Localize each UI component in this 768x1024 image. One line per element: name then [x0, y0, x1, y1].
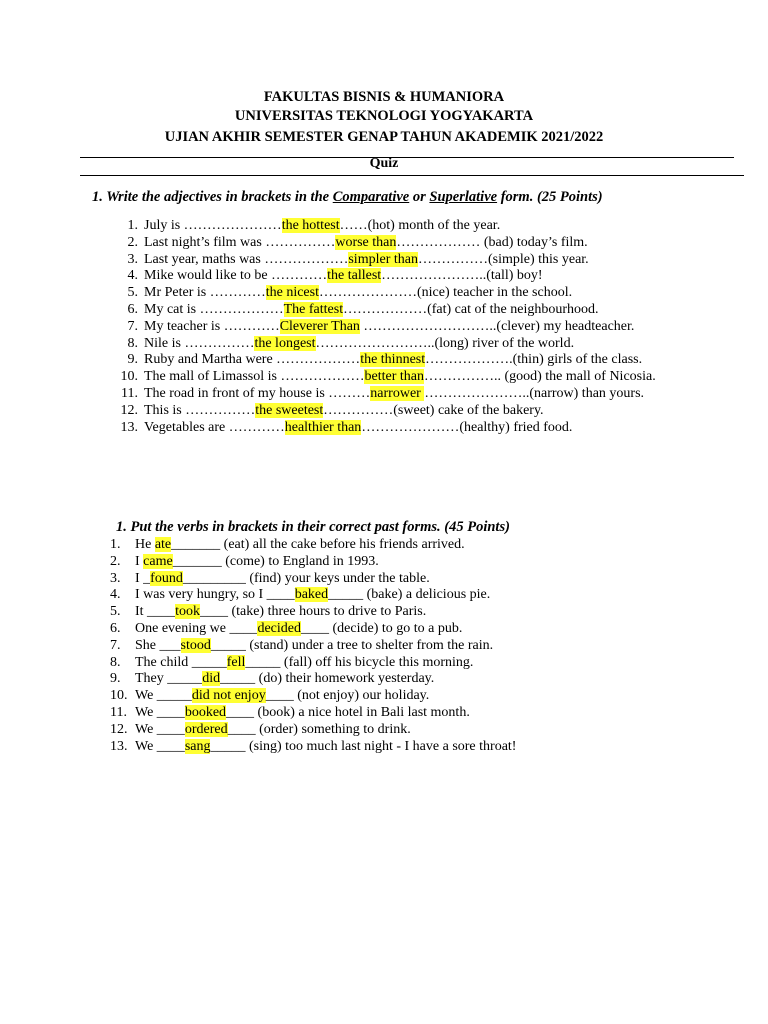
adjective-item	[116, 252, 656, 269]
adjective-item-text: The road in front of my house is ………	[144, 385, 371, 401]
verb-item	[110, 621, 670, 638]
adjective-item-number: 3.	[127, 251, 138, 267]
verb-item-text-after: ____ (book) a nice hotel in Bali last month.	[226, 704, 470, 720]
adjective-item-text: Mr Peter is …………	[144, 285, 266, 301]
adjective-answer: the tallest	[327, 268, 382, 284]
verb-item-number: 8.	[110, 654, 121, 670]
adjective-item-text-after: …………………(healthy) fried food.	[361, 419, 573, 435]
adjective-item-number: 6.	[127, 301, 138, 317]
verb-item-text-after: _____ (bake) a delicious pie.	[328, 587, 491, 603]
verb-item-number: 7.	[110, 637, 121, 653]
faculty-title: FAKULTAS BISNIS & HUMANIORA	[263, 89, 505, 105]
adjective-item-text-after: ……………(sweet) cake of the bakery.	[323, 402, 544, 418]
adjective-item-number: 7.	[127, 318, 138, 334]
exam-title: UJIAN AKHIR SEMESTER GENAP TAHUN AKADEMIK 2021/2022	[164, 129, 604, 145]
adjective-item-number: 4.	[127, 268, 138, 284]
adjective-item-text-after: ………………(fat) cat of the neighbourhood.	[343, 301, 599, 317]
verb-answer: decided	[257, 620, 301, 636]
adjective-item-text: Last night’s film was ……………	[144, 234, 336, 250]
adjective-item-text: My teacher is …………	[144, 318, 280, 334]
adjective-item	[116, 285, 656, 302]
adjective-answer: healthier than	[284, 419, 362, 435]
adjective-answer: the longest	[254, 335, 316, 351]
adjective-item	[116, 403, 656, 420]
adjective-item-text-after: ……………(simple) this year.	[417, 251, 589, 267]
adjective-item-text-after: ……(hot) month of the year.	[339, 218, 501, 233]
verb-item-number: 3.	[110, 570, 121, 586]
verb-item	[110, 671, 670, 688]
verb-item	[110, 571, 670, 588]
adjective-item-text: July is …………………	[144, 218, 282, 233]
adjective-item	[116, 268, 656, 285]
adjective-item-number: 2.	[127, 234, 138, 250]
verb-item	[110, 537, 670, 554]
verb-answer: ate	[154, 537, 172, 552]
verb-item	[110, 604, 670, 621]
verb-item-text-after: _____ (do) their homework yesterday.	[220, 671, 435, 687]
quiz-label: Quiz	[369, 156, 399, 171]
verb-item-number: 13.	[110, 738, 128, 754]
verb-answer: came	[143, 553, 173, 569]
adjective-item-number: 10.	[120, 369, 138, 385]
verb-item-text: I	[135, 553, 144, 569]
comparative-word: Comparative	[332, 189, 410, 205]
verb-item-text-after: _____ (fall) off his bicycle this morning.	[245, 654, 474, 670]
adjective-item	[116, 369, 656, 386]
adjective-answer: the thinnest	[360, 352, 426, 368]
verb-list	[110, 537, 670, 755]
adjective-list	[116, 218, 656, 436]
adjective-item-text: Last year, maths was ………………	[144, 251, 349, 267]
adjective-answer: narrower	[370, 385, 425, 401]
section1-title-or: or	[409, 189, 430, 205]
adjective-item-text: My cat is ………………	[144, 301, 284, 317]
verb-item-number: 5.	[110, 604, 121, 620]
adjective-item-text-after: …………….. (good) the mall of Nicosia.	[423, 369, 656, 385]
adjective-answer: the sweetest	[255, 402, 324, 418]
section1-title-suffix: form. (25 Points)	[497, 189, 603, 205]
adjective-item-number: 5.	[127, 285, 138, 301]
superlative-word: Superlative	[429, 189, 498, 205]
verb-answer: found	[150, 570, 183, 586]
verb-item	[110, 688, 670, 705]
adjective-item-text-after: …………………..(narrow) than yours.	[424, 385, 645, 401]
adjective-answer: Cleverer Than	[279, 318, 360, 334]
verb-item-number: 9.	[110, 671, 121, 687]
verb-item-text: She ___	[135, 637, 181, 653]
verb-item-text: He	[135, 537, 155, 552]
verb-item-text-after: _________ (find) your keys under the table.	[182, 570, 430, 586]
verb-answer: booked	[184, 704, 227, 720]
adjective-answer: the nicest	[265, 285, 319, 301]
verb-answer: took	[175, 604, 200, 620]
adjective-item-number: 12.	[120, 402, 138, 418]
verb-answer: sang	[184, 738, 211, 754]
adjective-item-text-after: …………………(nice) teacher in the school.	[318, 285, 573, 301]
adjective-item	[116, 302, 656, 319]
verb-item-text: We _____	[135, 688, 192, 704]
adjective-item-text-after: ……………… (bad) today’s film.	[396, 234, 588, 250]
adjective-item-number: 11.	[121, 385, 138, 401]
verb-item-number: 10.	[110, 688, 128, 704]
verb-item-text-after: ____ (not enjoy) our holiday.	[265, 688, 430, 704]
verb-item-text-after: ____ (order) something to drink.	[227, 721, 411, 737]
adjective-answer: the hottest	[281, 218, 340, 233]
verb-item-number: 6.	[110, 620, 121, 636]
verb-item-text-after: _____ (sing) too much last night - I have a sore throat!	[210, 738, 517, 754]
verb-item	[110, 705, 670, 722]
adjective-answer: The fattest	[283, 301, 344, 317]
adjective-item	[116, 352, 656, 369]
verb-answer: ordered	[184, 721, 228, 737]
adjective-answer: worse than	[335, 234, 397, 250]
verb-item	[110, 587, 670, 604]
header-divider-bottom	[80, 175, 744, 176]
verb-item-number: 11.	[110, 704, 127, 720]
adjective-item-number: 8.	[127, 335, 138, 351]
verb-item	[110, 655, 670, 672]
verb-item-text: I _	[135, 570, 151, 586]
adjective-item	[116, 336, 656, 353]
section1-title	[92, 189, 603, 206]
adjective-answer: better than	[364, 369, 424, 385]
verb-item-text: I was very hungry, so I ____	[135, 587, 295, 603]
verb-answer: did not enjoy	[191, 688, 266, 704]
adjective-item	[116, 420, 656, 437]
verb-item-text: We ____	[135, 704, 185, 720]
adjective-item-number: 13.	[120, 419, 138, 435]
verb-item-text: We ____	[135, 738, 185, 754]
adjective-item-number: 9.	[127, 352, 138, 368]
verb-item-text-after: ____ (decide) to go to a pub.	[301, 620, 463, 636]
verb-item-text-after: ____ (take) three hours to drive to Paris.	[199, 604, 427, 620]
adjective-item-text: Nile is ……………	[144, 335, 255, 351]
adjective-item-text-after: ………………………..(clever) my headteacher.	[359, 318, 635, 334]
adjective-item	[116, 319, 656, 336]
adjective-item-text: Vegetables are …………	[144, 419, 285, 435]
adjective-item-text: Mike would like to be …………	[144, 268, 328, 284]
verb-item	[110, 554, 670, 571]
verb-item-text-after: _______ (eat) all the cake before his friends arrived.	[171, 537, 465, 552]
verb-item	[110, 739, 670, 756]
verb-item-text-after: _____ (stand) under a tree to shelter from the rain.	[210, 637, 494, 653]
verb-item-text: It ____	[135, 604, 176, 620]
verb-item-number: 4.	[110, 587, 121, 603]
university-title: UNIVERSITAS TEKNOLOGI YOGYAKARTA	[234, 108, 534, 124]
adjective-item	[116, 386, 656, 403]
adjective-item	[116, 235, 656, 252]
adjective-item-text-after: ……………………..(long) river of the world.	[315, 335, 575, 351]
adjective-item-text-after: ……………….(thin) girls of the class.	[425, 352, 643, 368]
verb-answer: stood	[180, 637, 211, 653]
verb-item-text: We ____	[135, 721, 185, 737]
verb-item-text: They _____	[135, 671, 203, 687]
verb-item-number: 12.	[110, 721, 128, 737]
adjective-item-text: This is ……………	[144, 402, 256, 418]
adjective-item-text: The mall of Limassol is ………………	[144, 369, 365, 385]
verb-item	[110, 638, 670, 655]
verb-answer: fell	[226, 654, 246, 670]
verb-item-text: The child _____	[135, 654, 227, 670]
adjective-item	[116, 218, 656, 235]
adjective-item-number: 1.	[127, 218, 138, 233]
section2-title: 1. Put the verbs in brackets in their correct past forms. (45 Points)	[116, 519, 510, 535]
verb-item-number: 2.	[110, 553, 121, 569]
section1-title-prefix: 1. Write the adjectives in brackets in the	[92, 189, 333, 205]
verb-item-number: 1.	[110, 537, 121, 552]
verb-answer: baked	[294, 587, 329, 603]
verb-item-text: One evening we ____	[135, 620, 258, 636]
adjective-answer: simpler than	[348, 251, 418, 267]
verb-answer: did	[202, 671, 221, 687]
adjective-item-text: Ruby and Martha were ………………	[144, 352, 361, 368]
verb-item-text-after: _______ (come) to England in 1993.	[172, 553, 379, 569]
verb-item	[110, 722, 670, 739]
adjective-item-text-after: …………………..(tall) boy!	[381, 268, 543, 284]
